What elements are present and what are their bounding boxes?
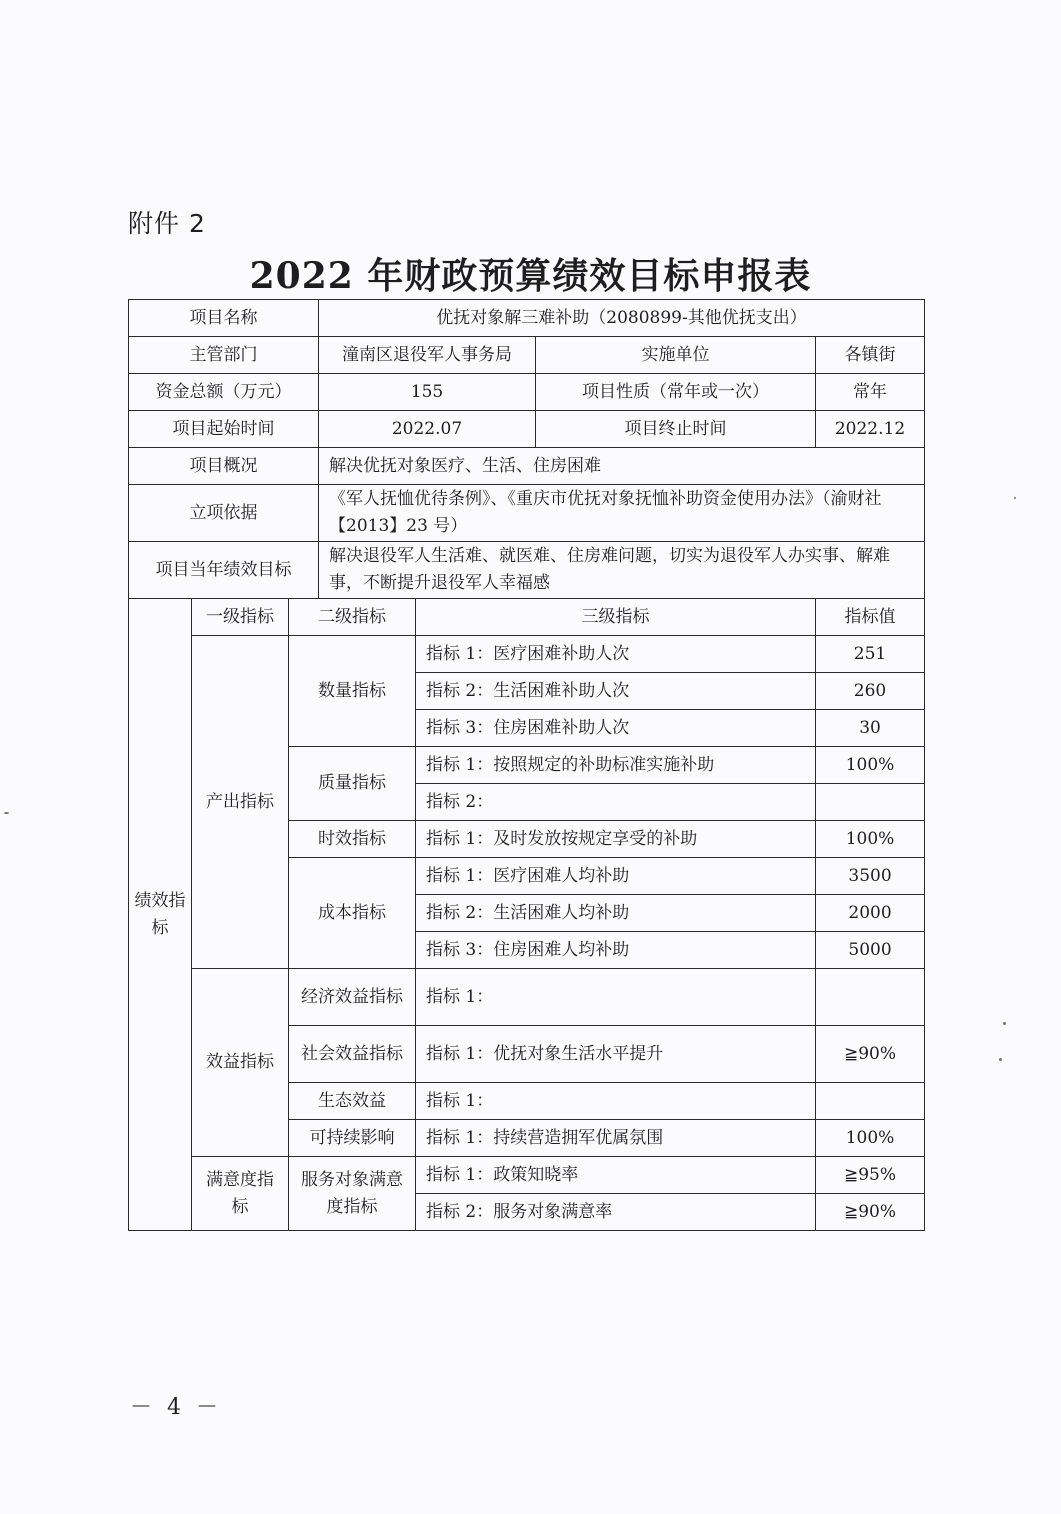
nature-value: 常年 — [816, 374, 925, 411]
indicator-text: 指标 2：生活困难补助人次 — [416, 673, 816, 710]
project-name-label: 项目名称 — [129, 300, 319, 337]
scan-speck — [999, 1058, 1002, 1061]
page-number: － 4 － — [130, 1395, 222, 1420]
indicator-text: 指标 2： — [416, 784, 816, 821]
scan-speck — [1014, 497, 1016, 499]
end-time-label: 项目终止时间 — [536, 411, 816, 448]
indicator-text: 指标 1： — [416, 969, 816, 1026]
indicator-value: ≧90% — [816, 1194, 925, 1231]
goal-label: 项目当年绩效目标 — [129, 542, 319, 599]
indicator-text: 指标 3：住房困难人均补助 — [416, 932, 816, 969]
quantity-indicator-label: 数量指标 — [289, 636, 416, 747]
attachment-label: 附件 2 — [128, 209, 206, 238]
end-time-value: 2022.12 — [816, 411, 925, 448]
indicator-text: 指标 1：医疗困难人均补助 — [416, 858, 816, 895]
indicator-text: 指标 1：医疗困难补助人次 — [416, 636, 816, 673]
timeliness-indicator-label: 时效指标 — [289, 821, 416, 858]
indicator-text: 指标 2：生活困难人均补助 — [416, 895, 816, 932]
indicator-value: 100% — [816, 1120, 925, 1157]
start-time-label: 项目起始时间 — [129, 411, 319, 448]
ecological-indicator-label: 生态效益 — [289, 1083, 416, 1120]
header-value: 指标值 — [816, 599, 925, 636]
performance-target-form — [128, 299, 925, 1231]
project-name-value: 优抚对象解三难补助（2080899-其他优抚支出） — [319, 300, 925, 337]
service-satisfaction-label: 服务对象满意度指标 — [289, 1157, 416, 1231]
unit-label: 实施单位 — [536, 337, 816, 374]
header-level3: 三级指标 — [416, 599, 816, 636]
scan-speck — [4, 812, 9, 814]
indicator-value — [816, 969, 925, 1026]
economic-indicator-label: 经济效益指标 — [289, 969, 416, 1026]
indicator-value: 3500 — [816, 858, 925, 895]
header-level1: 一级指标 — [192, 599, 289, 636]
cost-indicator-label: 成本指标 — [289, 858, 416, 969]
social-indicator-label: 社会效益指标 — [289, 1026, 416, 1083]
indicator-text: 指标 1：优抚对象生活水平提升 — [416, 1026, 816, 1083]
indicator-text: 指标 1：政策知晓率 — [416, 1157, 816, 1194]
indicator-value: 100% — [816, 747, 925, 784]
header-level2: 二级指标 — [289, 599, 416, 636]
indicator-value: 30 — [816, 710, 925, 747]
indicator-text: 指标 3：住房困难补助人次 — [416, 710, 816, 747]
indicator-text: 指标 1：按照规定的补助标准实施补助 — [416, 747, 816, 784]
indicator-value: ≧95% — [816, 1157, 925, 1194]
indicators-section-label: 绩效指标 — [129, 599, 192, 1231]
indicator-value — [816, 1083, 925, 1120]
indicator-text: 指标 1：及时发放按规定享受的补助 — [416, 821, 816, 858]
indicator-value: 260 — [816, 673, 925, 710]
indicator-value: 100% — [816, 821, 925, 858]
goal-value: 解决退役军人生活难、就医难、住房难问题，切实为退役军人办实事、解难事，不断提升退役军人幸福感 — [319, 542, 925, 599]
sustainable-indicator-label: 可持续影响 — [289, 1120, 416, 1157]
indicator-text: 指标 1： — [416, 1083, 816, 1120]
indicator-value: 2000 — [816, 895, 925, 932]
nature-label: 项目性质（常年或一次） — [536, 374, 816, 411]
fund-label: 资金总额（万元） — [129, 374, 319, 411]
unit-value: 各镇街 — [816, 337, 925, 374]
indicator-value: 251 — [816, 636, 925, 673]
fund-value: 155 — [319, 374, 536, 411]
overview-value: 解决优抚对象医疗、生活、住房困难 — [319, 448, 925, 485]
basis-value: 《军人抚恤优待条例》、《重庆市优抚对象抚恤补助资金使用办法》（渝财社【2013】23 号） — [319, 485, 925, 542]
benefit-indicator-label: 效益指标 — [192, 969, 289, 1157]
start-time-value: 2022.07 — [319, 411, 536, 448]
satisfaction-indicator-label: 满意度指标 — [192, 1157, 289, 1231]
output-indicator-label: 产出指标 — [192, 636, 289, 969]
indicator-value — [816, 784, 925, 821]
indicator-text: 指标 2：服务对象满意率 — [416, 1194, 816, 1231]
dept-label: 主管部门 — [129, 337, 319, 374]
dept-value: 潼南区退役军人事务局 — [319, 337, 536, 374]
indicator-text: 指标 1：持续营造拥军优属氛围 — [416, 1120, 816, 1157]
page-title: 2022 年财政预算绩效目标申报表 — [249, 255, 812, 297]
scan-speck — [1003, 1022, 1006, 1025]
basis-label: 立项依据 — [129, 485, 319, 542]
overview-label: 项目概况 — [129, 448, 319, 485]
indicator-value: 5000 — [816, 932, 925, 969]
indicator-value: ≧90% — [816, 1026, 925, 1083]
quality-indicator-label: 质量指标 — [289, 747, 416, 821]
